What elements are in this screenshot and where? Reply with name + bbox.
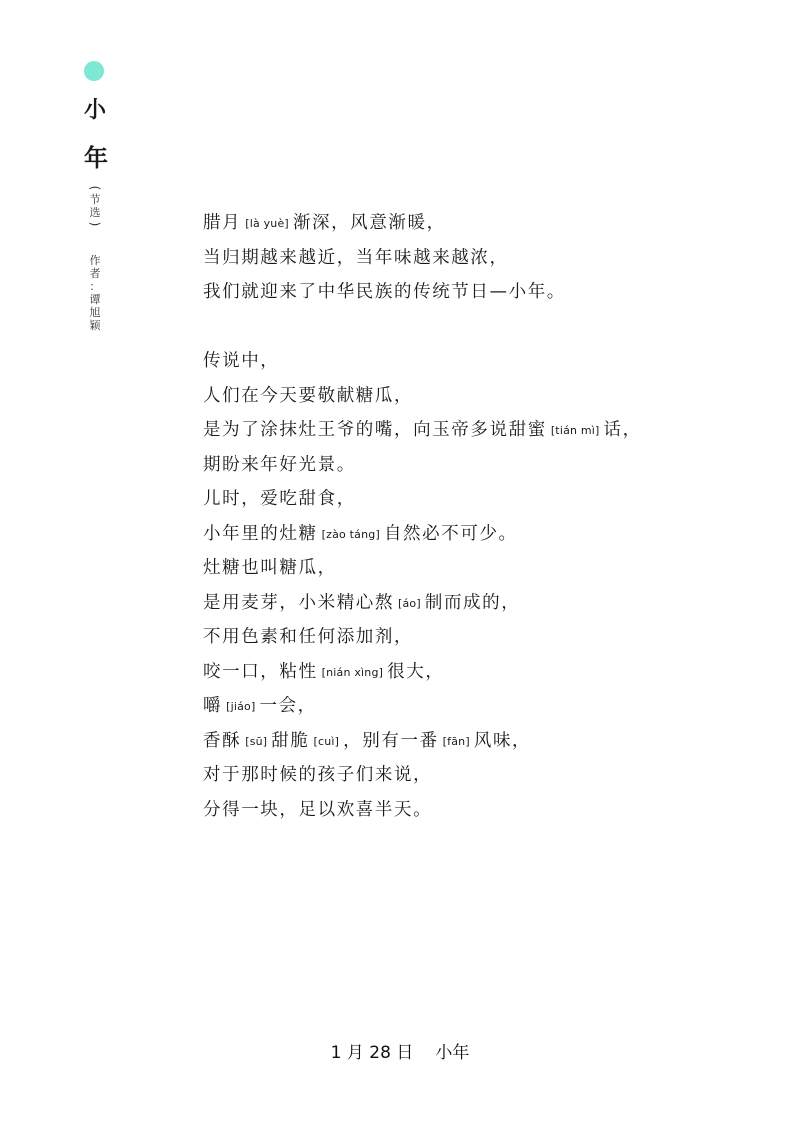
pinyin-annotation: [zào táng] bbox=[321, 527, 380, 541]
poem-line: 分得一块，足以欢喜半天。 bbox=[203, 799, 433, 820]
poem-text: 腊月 bbox=[203, 213, 242, 233]
poem-text: 风味， bbox=[473, 730, 532, 751]
author-char: 作 bbox=[89, 254, 101, 267]
poem-line bbox=[203, 655, 763, 690]
poem-text: 很大， bbox=[387, 661, 445, 682]
pinyin-annotation: [là yuè] bbox=[245, 217, 289, 230]
poem-text: 小年里的灶糖 bbox=[203, 523, 318, 544]
poem-text: 咬一口，粘性 bbox=[203, 661, 318, 682]
poem-line bbox=[203, 724, 763, 759]
pinyin-annotation: [sū] bbox=[245, 734, 268, 748]
pinyin-annotation: [nián xìng] bbox=[321, 665, 384, 679]
poem-line bbox=[203, 586, 763, 621]
author-char: 者 bbox=[89, 267, 101, 280]
poem-text: 甜脆 bbox=[271, 730, 310, 751]
accent-dot bbox=[84, 61, 104, 81]
poem-line: 传说中， bbox=[203, 351, 280, 371]
pinyin-annotation: [fān] bbox=[442, 734, 470, 748]
poem-text: 是用麦芽，小米精心熬 bbox=[203, 592, 394, 613]
poem-line: 我们就迎来了中华民族的传统节日—小年。 bbox=[203, 282, 566, 302]
author-char: 旭 bbox=[89, 306, 101, 319]
subtitle-char: 选 bbox=[89, 206, 101, 219]
poem-line bbox=[203, 689, 763, 724]
poem-line: 不用色素和任何添加剂， bbox=[203, 627, 414, 647]
page-footer bbox=[0, 1041, 800, 1065]
pinyin-annotation: [áo] bbox=[398, 596, 421, 610]
subtitle-char: 节 bbox=[89, 193, 101, 206]
poem-text: ，别有一番 bbox=[343, 730, 439, 751]
footer-festival: 小年 bbox=[435, 1043, 470, 1063]
poem-text: 是为了涂抹灶王爷的嘴，向玉帝多说甜蜜 bbox=[203, 420, 547, 440]
poem-text: 香酥 bbox=[203, 730, 242, 751]
poem-line: 当归期越来越近，当年味越来越浓， bbox=[203, 247, 509, 268]
poem-line: 人们在今天要敬献糖瓜， bbox=[203, 385, 414, 406]
poem-text: 渐深，风意渐暖， bbox=[292, 213, 446, 233]
poem-text: 一会， bbox=[259, 696, 317, 716]
title-char-1: 小 bbox=[84, 98, 107, 123]
poem-text: 嚼 bbox=[203, 696, 223, 716]
poem-text: 制而成的， bbox=[424, 592, 521, 613]
subtitle-excerpt: ( 节 选 ) bbox=[88, 185, 102, 227]
poem-line: 期盼来年好光景。 bbox=[203, 454, 356, 475]
poem-line bbox=[203, 413, 763, 448]
poem-line bbox=[203, 517, 763, 552]
poem-body bbox=[203, 206, 763, 827]
author-credit bbox=[88, 254, 102, 332]
footer-date: 1 月 28 日 bbox=[330, 1043, 414, 1063]
poem-line bbox=[203, 206, 763, 241]
poem-line: 儿时，爱吃甜食， bbox=[203, 489, 356, 509]
title-char-2: 年 bbox=[84, 144, 108, 172]
author-char: 颖 bbox=[89, 319, 101, 332]
author-char: ： bbox=[89, 280, 101, 293]
pinyin-annotation: [cuì] bbox=[313, 734, 340, 748]
stanza-break bbox=[203, 310, 763, 345]
pinyin-annotation: [jiáo] bbox=[226, 700, 256, 713]
poem-line: 灶糖也叫糖瓜， bbox=[203, 558, 337, 578]
poem-text: 话， bbox=[603, 420, 642, 440]
author-char: 谭 bbox=[89, 293, 101, 306]
poem-line: 对于那时候的孩子们来说， bbox=[203, 765, 433, 785]
poem-text: 自然必不可少。 bbox=[383, 523, 518, 544]
pinyin-annotation: [tián mì] bbox=[550, 424, 600, 437]
